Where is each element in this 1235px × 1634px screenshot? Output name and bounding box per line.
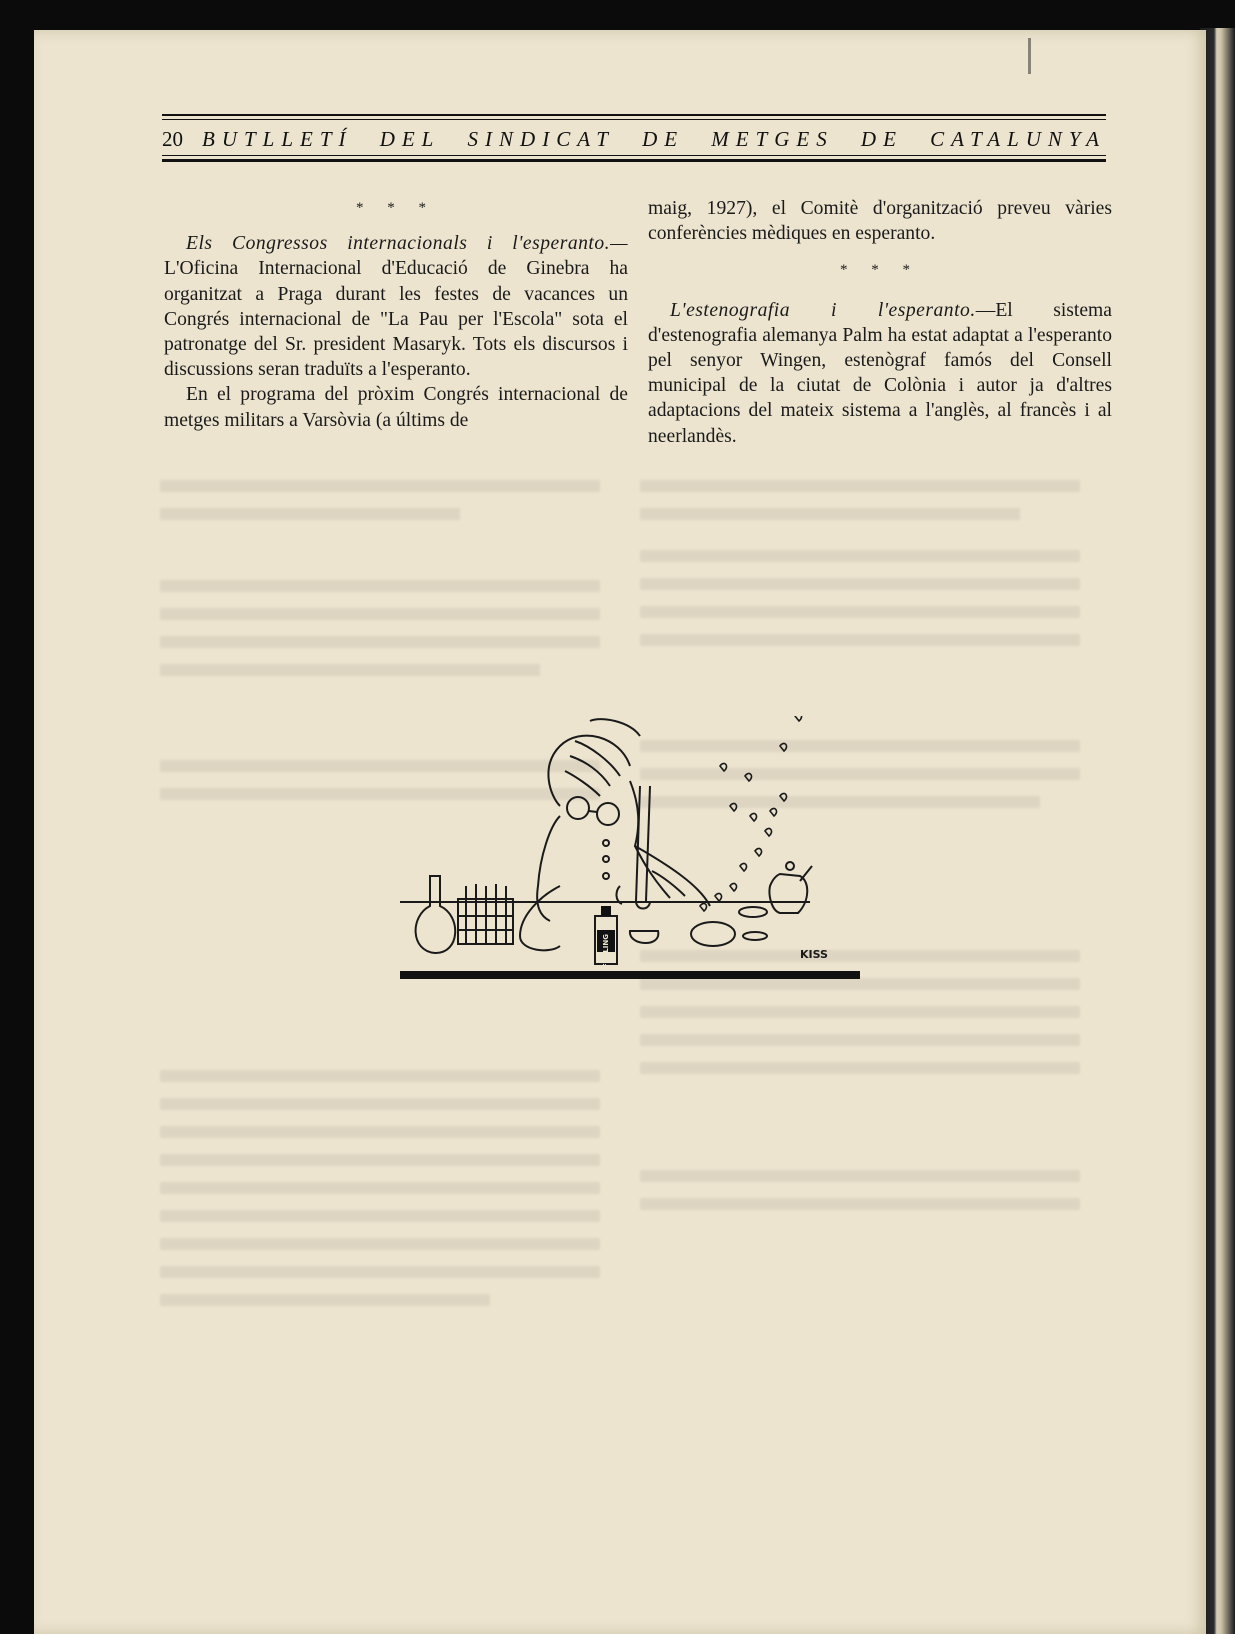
- title-word: CATALUNYA: [930, 126, 1106, 151]
- header-rule: [162, 119, 1106, 120]
- running-header: [162, 114, 1106, 162]
- right-column: [648, 196, 1112, 449]
- article-title: L'estenografia i l'esperanto.: [670, 299, 976, 321]
- title-word: DE: [860, 126, 903, 151]
- header-rule: [162, 155, 1106, 156]
- binding-mark: [1028, 38, 1031, 74]
- title-word: BUTLLETÍ: [202, 126, 353, 151]
- artist-signature: KISS: [800, 948, 828, 961]
- bottle-label: FEHLING: [602, 934, 610, 969]
- page-number: 20: [162, 126, 183, 151]
- title-word: DE: [642, 126, 685, 151]
- article-body: —El sistema d'estenografia alemanya Palm ha estat adaptat a l'esperanto pel senyor Wingen, estenògraf famós del Consell municipal de la ciutat de Colònia i autor ja d'altres adaptacions del mateix sistema a l'anglès, al francès i al neerlandès.: [648, 299, 1112, 447]
- left-column: [164, 196, 628, 433]
- header-rule: [162, 114, 1106, 116]
- journal-title: [202, 127, 1106, 152]
- article-body: L'Oficina Internacional d'Educació de Ginebra ha organitzat a Praga durant les festes de vacances un Congrés internacional de "La Pau per l'Escola" sota el patronatge del Sr. president Masaryk. Tots els discursos i discussions seran traduïts a l'esperanto.: [164, 258, 628, 381]
- chemist-drawing: [400, 716, 885, 1026]
- title-word: SINDICAT: [467, 126, 615, 151]
- header-row: [162, 125, 1106, 153]
- title-word: DEL: [379, 126, 441, 151]
- header-rule: [162, 159, 1106, 162]
- title-word: METGES: [711, 126, 834, 151]
- article-paragraph: En el programa del pròxim Congrés internacional de metges militars a Varsòvia (a últims de: [164, 384, 628, 431]
- section-separator: * * *: [356, 200, 436, 216]
- article-paragraph: [648, 298, 1112, 449]
- article-paragraph: [164, 231, 628, 382]
- chemist-illustration-icon: [400, 716, 885, 1026]
- section-separator: * * *: [840, 262, 920, 279]
- article-continuation: maig, 1927), el Comitè d'organització preveu vàries conferències mèdiques en esperanto.: [648, 198, 1112, 245]
- article-title: Els Congressos internacionals i l'esperanto.—: [186, 233, 628, 255]
